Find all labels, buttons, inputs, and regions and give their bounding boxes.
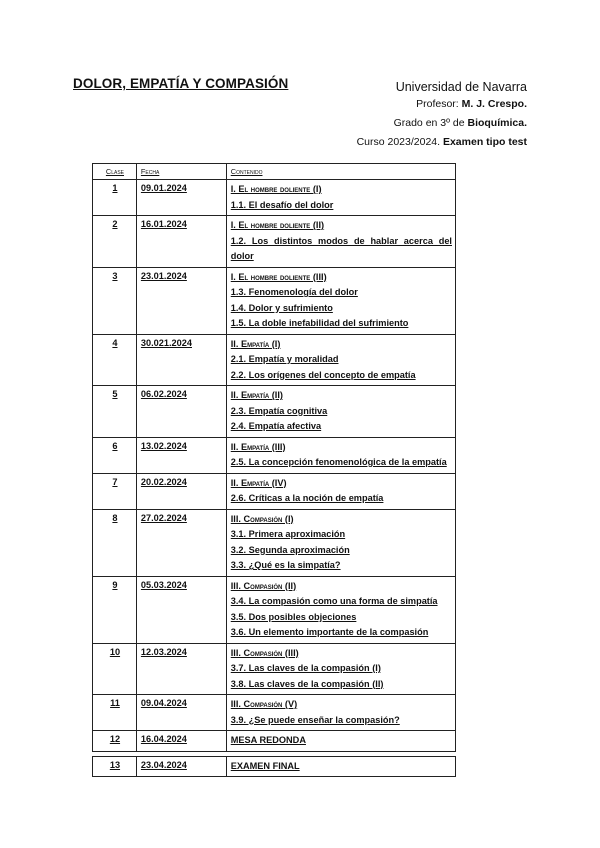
topic-item: 2.4. Empatía afectiva: [230, 421, 322, 431]
table-row: [93, 695, 456, 731]
topic-item: 2.2. Los orígenes del concepto de empatía: [230, 369, 416, 380]
fecha-cell: 16.01.2024: [136, 216, 226, 268]
topic-item: 1.2. Los distintos modos de hablar acerca del dolor: [230, 235, 452, 261]
fecha-cell: 16.04.2024: [136, 731, 226, 752]
topic-item: 3.9. ¿Se puede enseñar la compasión?: [230, 714, 400, 725]
topic-item: 3.7. Las claves de la compasión (I): [230, 663, 381, 673]
fecha-cell: 30.021.2024: [136, 334, 226, 386]
contenido-cell: [226, 386, 455, 438]
topic-item: 2.1. Empatía y moralidad: [230, 354, 339, 364]
table-row: [93, 643, 456, 695]
contenido-cell: [226, 576, 455, 643]
header-clase: Clase: [93, 164, 137, 180]
topic-item: 1.3. Fenomenología del dolor: [230, 287, 358, 297]
clase-cell: 7: [93, 473, 137, 509]
unit-title: III. Compasión (V): [230, 699, 298, 709]
contenido-cell: [226, 437, 455, 473]
fecha-cell: 13.02.2024: [136, 437, 226, 473]
contenido-cell: [226, 180, 455, 216]
table-row: [93, 756, 456, 777]
schedule-table: [92, 163, 456, 777]
unit-title: II. Empatía (IV): [230, 477, 287, 488]
topic-item: 2.5. La concepción fenomenológica de la empatía: [230, 457, 447, 467]
clase-cell: 1: [93, 180, 137, 216]
topic-item: 2.6. Críticas a la noción de empatía: [230, 493, 384, 503]
clase-cell: 12: [93, 731, 137, 752]
degree-line: [357, 114, 527, 133]
clase-cell: 4: [93, 334, 137, 386]
fecha-cell: 06.02.2024: [136, 386, 226, 438]
table-row: [93, 267, 456, 334]
topic-item: 3.6. Un elemento importante de la compasión: [230, 627, 429, 637]
topic-item: 3.3. ¿Qué es la simpatía?: [230, 560, 341, 570]
professor-line: [357, 95, 527, 114]
professor-label: Profesor:: [416, 98, 462, 110]
table-row: [93, 731, 456, 752]
topic-item: 1.4. Dolor y sufrimiento: [230, 302, 333, 313]
fecha-cell: 12.03.2024: [136, 643, 226, 695]
contenido-cell: [226, 731, 455, 752]
professor-name: M. J. Crespo.: [461, 98, 527, 110]
table-row: [93, 334, 456, 386]
unit-title: II. Empatía (III): [230, 441, 286, 452]
unit-title: MESA REDONDA: [230, 735, 306, 745]
table-header-row: [93, 164, 456, 180]
contenido-cell: [226, 509, 455, 576]
unit-title: III. Compasión (III): [230, 647, 299, 658]
table-row: [93, 386, 456, 438]
table-row: [93, 437, 456, 473]
clase-cell: 3: [93, 267, 137, 334]
unit-title: EXAMEN FINAL: [230, 760, 300, 771]
topic-item: 1.5. La doble inefabilidad del sufrimiento: [230, 318, 409, 328]
contenido-cell: [226, 643, 455, 695]
course-exam: Examen tipo test: [442, 136, 527, 148]
topic-item: 3.2. Segunda aproximación: [230, 544, 350, 555]
clase-cell: 8: [93, 509, 137, 576]
fecha-cell: 27.02.2024: [136, 509, 226, 576]
unit-title: I. El hombre doliente (II): [230, 220, 325, 230]
course-line: [357, 133, 527, 152]
fecha-cell: 23.01.2024: [136, 267, 226, 334]
fecha-cell: 09.01.2024: [136, 180, 226, 216]
contenido-cell: [226, 334, 455, 386]
document-title: DOLOR, EMPATÍA Y COMPASIÓN: [73, 76, 289, 91]
header-info: [357, 78, 527, 152]
unit-title: III. Compasión (II): [230, 580, 297, 591]
table-row: [93, 576, 456, 643]
unit-title: II. Empatía (II): [230, 390, 283, 400]
clase-cell: 10: [93, 643, 137, 695]
contenido-cell: [226, 216, 455, 268]
clase-cell: 9: [93, 576, 137, 643]
topic-item: 3.1. Primera aproximación: [230, 529, 346, 539]
header-fecha: Fecha: [136, 164, 226, 180]
table-row: [93, 473, 456, 509]
university-name: Universidad de Navarra: [395, 80, 527, 94]
course-prefix: Curso 2023/2024.: [356, 136, 443, 148]
topic-item: 3.5. Dos posibles objeciones: [230, 611, 357, 622]
fecha-cell: 09.04.2024: [136, 695, 226, 731]
topic-item: 3.8. Las claves de la compasión (II): [230, 678, 384, 689]
header-contenido: Contenido: [226, 164, 455, 180]
topic-item: 3.4. La compasión como una forma de simpatía: [230, 596, 438, 606]
clase-cell: 13: [93, 756, 137, 777]
contenido-cell: [226, 267, 455, 334]
unit-title: III. Compasión (I): [230, 513, 294, 524]
unit-title: I. El hombre doliente (I): [230, 184, 322, 194]
clase-cell: 11: [93, 695, 137, 731]
unit-title: II. Empatía (I): [230, 338, 281, 349]
contenido-cell: [226, 473, 455, 509]
table-row: [93, 509, 456, 576]
topic-item: 1.1. El desafío del dolor: [230, 199, 334, 210]
table-row: [93, 180, 456, 216]
clase-cell: 6: [93, 437, 137, 473]
topic-item: 2.3. Empatía cognitiva: [230, 405, 328, 416]
degree-prefix: Grado en 3º de: [393, 117, 468, 129]
fecha-cell: 20.02.2024: [136, 473, 226, 509]
table-row: [93, 216, 456, 268]
clase-cell: 2: [93, 216, 137, 268]
fecha-cell: 23.04.2024: [136, 756, 226, 777]
clase-cell: 5: [93, 386, 137, 438]
unit-title: I. El hombre doliente (III): [230, 271, 327, 282]
degree-name: Bioquímica.: [467, 117, 527, 129]
contenido-cell: [226, 695, 455, 731]
fecha-cell: 05.03.2024: [136, 576, 226, 643]
contenido-cell: [226, 756, 455, 777]
